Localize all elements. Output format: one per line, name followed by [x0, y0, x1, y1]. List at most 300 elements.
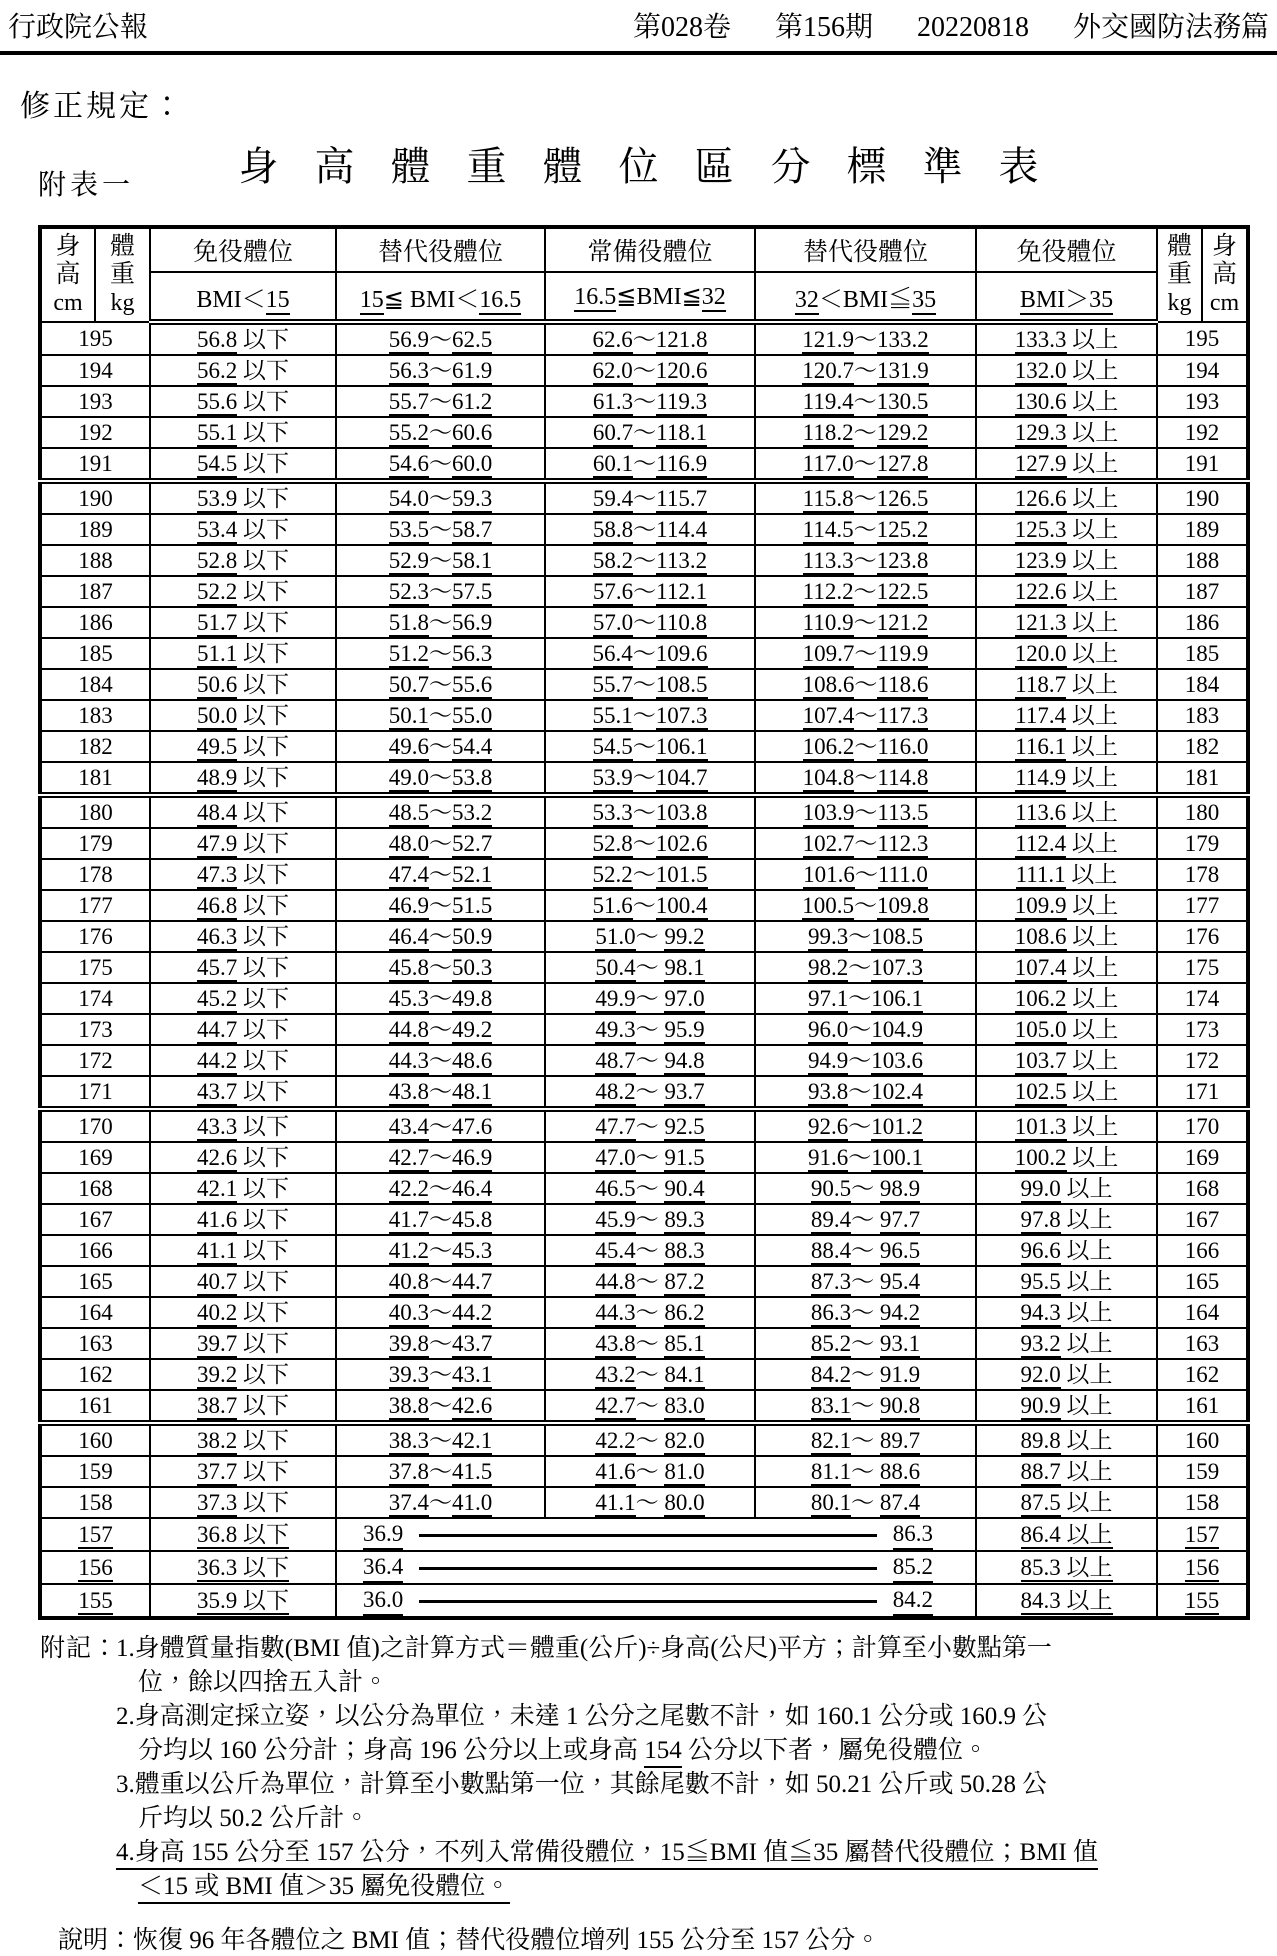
table-row [40, 828, 1248, 859]
value-cell: 81.1～ 88.6 [755, 1456, 976, 1487]
height-cell: 191 [1157, 448, 1248, 481]
height-cell: 158 [40, 1487, 150, 1518]
height-cell: 192 [1157, 417, 1248, 448]
value-cell: 82.1～ 89.7 [755, 1423, 976, 1456]
remark-line: 說明：恢復 96 年各體位之 BMI 值；替代役體位增列 155 公分至 157 公分。 [58, 1927, 881, 1954]
value-cell: 36.3 以下 [150, 1551, 336, 1584]
value-cell: 44.7 以下 [150, 1014, 336, 1045]
value-cell: 94.3 以上 [976, 1297, 1157, 1328]
height-cell: 192 [40, 417, 150, 448]
value-cell: 106.2～116.0 [755, 731, 976, 762]
corner-header-left-0: 身 高 cm [40, 227, 95, 322]
value-cell: 54.0～59.3 [336, 481, 545, 514]
height-cell: 165 [40, 1266, 150, 1297]
appendix-label: 附表一 [38, 170, 135, 201]
height-cell: 159 [40, 1456, 150, 1487]
value-cell: 41.2～45.3 [336, 1235, 545, 1266]
category-header-2: 常備役體位 [545, 227, 755, 272]
height-cell: 157 [1157, 1518, 1248, 1551]
value-cell: 59.4～115.7 [545, 481, 755, 514]
value-cell: 88.4～ 96.5 [755, 1235, 976, 1266]
value-cell: 50.7～55.6 [336, 669, 545, 700]
height-cell: 161 [40, 1390, 150, 1423]
table-row [40, 448, 1248, 481]
merged-range-cell: 36.9 86.3 [336, 1518, 976, 1551]
value-cell: 103.9～113.5 [755, 795, 976, 828]
height-cell: 160 [40, 1423, 150, 1456]
value-cell: 120.7～131.9 [755, 355, 976, 386]
table-row [40, 1328, 1248, 1359]
table-row [40, 731, 1248, 762]
value-cell: 48.4 以下 [150, 795, 336, 828]
value-cell: 38.8～42.6 [336, 1390, 545, 1423]
height-cell: 173 [40, 1014, 150, 1045]
value-cell: 117.4 以上 [976, 700, 1157, 731]
value-cell: 49.0～53.8 [336, 762, 545, 795]
value-cell: 45.4～ 88.3 [545, 1235, 755, 1266]
value-cell: 46.5～ 90.4 [545, 1173, 755, 1204]
page-header [0, 0, 1277, 46]
height-cell: 172 [40, 1045, 150, 1076]
value-cell: 57.0～110.8 [545, 607, 755, 638]
value-cell: 43.3 以下 [150, 1109, 336, 1142]
value-cell: 51.7 以下 [150, 607, 336, 638]
height-cell: 185 [1157, 638, 1248, 669]
value-cell: 43.8～ 85.1 [545, 1328, 755, 1359]
height-cell: 164 [1157, 1297, 1248, 1328]
value-cell: 94.9～103.6 [755, 1045, 976, 1076]
range-line [419, 1600, 877, 1603]
value-cell: 43.7 以下 [150, 1076, 336, 1109]
value-cell: 52.3～57.5 [336, 576, 545, 607]
value-cell: 48.0～52.7 [336, 828, 545, 859]
bmi-header-2: 16.5≦BMI≦32 [545, 272, 755, 322]
value-cell: 109.9 以上 [976, 890, 1157, 921]
value-cell: 53.3～103.8 [545, 795, 755, 828]
value-cell: 112.4 以上 [976, 828, 1157, 859]
value-cell: 102.5 以上 [976, 1076, 1157, 1109]
table-row [40, 1390, 1248, 1423]
table-row [40, 795, 1248, 828]
value-cell: 56.4～109.6 [545, 638, 755, 669]
table-row [40, 322, 1248, 355]
value-cell: 116.1 以上 [976, 731, 1157, 762]
value-cell: 46.8 以下 [150, 890, 336, 921]
height-cell: 180 [1157, 795, 1248, 828]
table-row [40, 1014, 1248, 1045]
value-cell: 84.2～ 91.9 [755, 1359, 976, 1390]
value-cell: 45.3～49.8 [336, 983, 545, 1014]
value-cell: 40.2 以下 [150, 1297, 336, 1328]
value-cell: 117.0～127.8 [755, 448, 976, 481]
value-cell: 101.6～111.0 [755, 859, 976, 890]
value-cell: 98.2～107.3 [755, 952, 976, 983]
value-cell: 51.0～ 99.2 [545, 921, 755, 952]
height-cell: 178 [40, 859, 150, 890]
category-header-4: 免役體位 [976, 227, 1157, 272]
value-cell: 125.3 以上 [976, 514, 1157, 545]
table-row-merged [40, 1551, 1248, 1584]
value-cell: 56.3～61.9 [336, 355, 545, 386]
height-cell: 184 [40, 669, 150, 700]
height-cell: 183 [1157, 700, 1248, 731]
height-cell: 181 [1157, 762, 1248, 795]
value-cell: 42.7～46.9 [336, 1142, 545, 1173]
value-cell: 100.5～109.8 [755, 890, 976, 921]
height-cell: 195 [40, 322, 150, 355]
value-cell: 37.8～41.5 [336, 1456, 545, 1487]
bmi-header-0: BMI＜15 [150, 272, 336, 322]
value-cell: 85.3 以上 [976, 1551, 1157, 1584]
value-cell: 132.0 以上 [976, 355, 1157, 386]
value-cell: 55.2～60.6 [336, 417, 545, 448]
height-cell: 170 [40, 1109, 150, 1142]
height-cell: 174 [40, 983, 150, 1014]
value-cell: 41.1～ 80.0 [545, 1487, 755, 1518]
value-cell: 101.3 以上 [976, 1109, 1157, 1142]
corner-header-left-1: 體 重 kg [95, 227, 150, 322]
category-header-1: 替代役體位 [336, 227, 545, 272]
height-cell: 193 [1157, 386, 1248, 417]
height-cell: 184 [1157, 669, 1248, 700]
value-cell: 119.4～130.5 [755, 386, 976, 417]
value-cell: 47.0～ 91.5 [545, 1142, 755, 1173]
value-cell: 42.7～ 83.0 [545, 1390, 755, 1423]
height-cell: 182 [1157, 731, 1248, 762]
header-rule [0, 51, 1277, 55]
value-cell: 108.6～118.6 [755, 669, 976, 700]
value-cell: 44.2 以下 [150, 1045, 336, 1076]
height-cell: 159 [1157, 1456, 1248, 1487]
value-cell: 121.9～133.2 [755, 322, 976, 355]
value-cell: 55.1～107.3 [545, 700, 755, 731]
issue-label: 第156期 [774, 12, 873, 43]
table-title: 身高體重體位區分標準表 [238, 144, 1075, 189]
height-cell: 155 [1157, 1584, 1248, 1618]
value-cell: 118.7 以上 [976, 669, 1157, 700]
value-cell: 43.4～47.6 [336, 1109, 545, 1142]
value-cell: 56.2 以下 [150, 355, 336, 386]
value-cell: 127.9 以上 [976, 448, 1157, 481]
table-row [40, 1142, 1248, 1173]
value-cell: 56.8 以下 [150, 322, 336, 355]
value-cell: 87.3～ 95.4 [755, 1266, 976, 1297]
value-cell: 90.5～ 98.9 [755, 1173, 976, 1204]
notes-list [40, 1632, 1250, 1904]
height-cell: 160 [1157, 1423, 1248, 1456]
value-cell: 46.4～50.9 [336, 921, 545, 952]
height-cell: 167 [40, 1204, 150, 1235]
value-cell: 89.8 以上 [976, 1423, 1157, 1456]
value-cell: 95.5 以上 [976, 1266, 1157, 1297]
table-row [40, 1456, 1248, 1487]
table-row [40, 1204, 1248, 1235]
value-cell: 52.9～58.1 [336, 545, 545, 576]
table-row [40, 1487, 1248, 1518]
value-cell: 130.6 以上 [976, 386, 1157, 417]
value-cell: 46.9～51.5 [336, 890, 545, 921]
value-cell: 110.9～121.2 [755, 607, 976, 638]
height-cell: 175 [1157, 952, 1248, 983]
value-cell: 54.6～60.0 [336, 448, 545, 481]
value-cell: 45.7 以下 [150, 952, 336, 983]
height-cell: 169 [1157, 1142, 1248, 1173]
height-cell: 179 [40, 828, 150, 859]
height-cell: 172 [1157, 1045, 1248, 1076]
value-cell: 41.7～45.8 [336, 1204, 545, 1235]
value-cell: 96.6 以上 [976, 1235, 1157, 1266]
header-bmi-row [40, 272, 1248, 322]
height-cell: 194 [40, 355, 150, 386]
value-cell: 111.1 以上 [976, 859, 1157, 890]
value-cell: 38.3～42.1 [336, 1423, 545, 1456]
value-cell: 108.6 以上 [976, 921, 1157, 952]
height-cell: 156 [1157, 1551, 1248, 1584]
table-row [40, 1076, 1248, 1109]
table-row [40, 386, 1248, 417]
value-cell: 100.2 以上 [976, 1142, 1157, 1173]
height-cell: 176 [40, 921, 150, 952]
value-cell: 40.8～44.7 [336, 1266, 545, 1297]
value-cell: 38.7 以下 [150, 1390, 336, 1423]
value-cell: 60.7～118.1 [545, 417, 755, 448]
value-cell: 58.8～114.4 [545, 514, 755, 545]
table-row [40, 514, 1248, 545]
value-cell: 53.9～104.7 [545, 762, 755, 795]
bmi-header-4: BMI＞35 [976, 272, 1157, 322]
category-header-3: 替代役體位 [755, 227, 976, 272]
value-cell: 102.7～112.3 [755, 828, 976, 859]
height-cell: 166 [40, 1235, 150, 1266]
height-cell: 168 [1157, 1173, 1248, 1204]
height-cell: 162 [1157, 1359, 1248, 1390]
table-row [40, 481, 1248, 514]
value-cell: 122.6 以上 [976, 576, 1157, 607]
value-cell: 84.3 以上 [976, 1584, 1157, 1618]
height-cell: 189 [40, 514, 150, 545]
table-row [40, 607, 1248, 638]
value-cell: 80.1～ 87.4 [755, 1487, 976, 1518]
height-cell: 177 [1157, 890, 1248, 921]
value-cell: 49.5 以下 [150, 731, 336, 762]
height-cell: 162 [40, 1359, 150, 1390]
table-row [40, 1235, 1248, 1266]
value-cell: 86.4 以上 [976, 1518, 1157, 1551]
value-cell: 49.6～54.4 [336, 731, 545, 762]
title-row [0, 135, 1277, 205]
height-cell: 163 [40, 1328, 150, 1359]
merged-range-cell: 36.4 85.2 [336, 1551, 976, 1584]
value-cell: 49.3～ 95.9 [545, 1014, 755, 1045]
gazette-title: 行政院公報 [8, 12, 149, 43]
value-cell: 41.6～ 81.0 [545, 1456, 755, 1487]
value-cell: 85.2～ 93.1 [755, 1328, 976, 1359]
value-cell: 50.0 以下 [150, 700, 336, 731]
range-line [419, 1567, 877, 1570]
height-cell: 175 [40, 952, 150, 983]
height-cell: 155 [40, 1584, 150, 1618]
value-cell: 62.6～121.8 [545, 322, 755, 355]
value-cell: 103.7 以上 [976, 1045, 1157, 1076]
value-cell: 86.3～ 94.2 [755, 1297, 976, 1328]
value-cell: 51.6～100.4 [545, 890, 755, 921]
table-row [40, 417, 1248, 448]
value-cell: 39.8～43.7 [336, 1328, 545, 1359]
value-cell: 107.4～117.3 [755, 700, 976, 731]
merged-range-cell: 36.0 84.2 [336, 1584, 976, 1618]
table-row [40, 638, 1248, 669]
table-header [40, 227, 1248, 322]
value-cell: 53.9 以下 [150, 481, 336, 514]
value-cell: 43.2～ 84.1 [545, 1359, 755, 1390]
value-cell: 114.9 以上 [976, 762, 1157, 795]
value-cell: 54.5～106.1 [545, 731, 755, 762]
date-label: 20220818 [916, 12, 1029, 43]
value-cell: 42.1 以下 [150, 1173, 336, 1204]
value-cell: 123.9 以上 [976, 545, 1157, 576]
value-cell: 39.2 以下 [150, 1359, 336, 1390]
value-cell: 55.7～108.5 [545, 669, 755, 700]
note-item-3: 3.體重以公斤為單位，計算至小數點第一位，其餘尾數不計，如 50.21 公斤或 50.28 公 斤均以 50.2 公斤計。 [116, 1771, 1048, 1832]
range-line [419, 1534, 877, 1537]
height-cell: 170 [1157, 1109, 1248, 1142]
table-body [40, 322, 1248, 1618]
value-cell: 115.8～126.5 [755, 481, 976, 514]
height-cell: 190 [40, 481, 150, 514]
value-cell: 105.0 以上 [976, 1014, 1157, 1045]
value-cell: 90.9 以上 [976, 1390, 1157, 1423]
height-cell: 167 [1157, 1204, 1248, 1235]
value-cell: 50.4～ 98.1 [545, 952, 755, 983]
value-cell: 133.3 以上 [976, 322, 1157, 355]
value-cell: 83.1～ 90.8 [755, 1390, 976, 1423]
category-header-0: 免役體位 [150, 227, 336, 272]
table-row [40, 1359, 1248, 1390]
amendment-heading: 修正規定： [20, 90, 185, 123]
height-cell: 165 [1157, 1266, 1248, 1297]
value-cell: 50.1～55.0 [336, 700, 545, 731]
value-cell: 45.9～ 89.3 [545, 1204, 755, 1235]
value-cell: 97.1～106.1 [755, 983, 976, 1014]
value-cell: 47.4～52.1 [336, 859, 545, 890]
table-row [40, 355, 1248, 386]
value-cell: 104.8～114.8 [755, 762, 976, 795]
height-cell: 158 [1157, 1487, 1248, 1518]
value-cell: 58.2～113.2 [545, 545, 755, 576]
page-header-meta [633, 10, 1269, 46]
value-cell: 42.2～ 82.0 [545, 1423, 755, 1456]
value-cell: 129.3 以上 [976, 417, 1157, 448]
value-cell: 44.3～48.6 [336, 1045, 545, 1076]
value-cell: 55.1 以下 [150, 417, 336, 448]
value-cell: 120.0 以上 [976, 638, 1157, 669]
height-cell: 187 [40, 576, 150, 607]
height-cell: 193 [40, 386, 150, 417]
height-cell: 176 [1157, 921, 1248, 952]
height-cell: 166 [1157, 1235, 1248, 1266]
value-cell: 55.6 以下 [150, 386, 336, 417]
value-cell: 41.1 以下 [150, 1235, 336, 1266]
height-cell: 188 [40, 545, 150, 576]
value-cell: 51.2～56.3 [336, 638, 545, 669]
value-cell: 43.8～48.1 [336, 1076, 545, 1109]
height-cell: 156 [40, 1551, 150, 1584]
table-row [40, 952, 1248, 983]
height-cell: 187 [1157, 576, 1248, 607]
bmi-header-3: 32＜BMI≦35 [755, 272, 976, 322]
header-category-row [40, 227, 1248, 272]
table-row [40, 1266, 1248, 1297]
value-cell: 47.3 以下 [150, 859, 336, 890]
notes-label: 附記： [40, 1635, 119, 1662]
value-cell: 57.6～112.1 [545, 576, 755, 607]
height-cell: 179 [1157, 828, 1248, 859]
value-cell: 121.3 以上 [976, 607, 1157, 638]
corner-header-right-1: 身 高 cm [1202, 227, 1248, 322]
table-row [40, 1297, 1248, 1328]
value-cell: 48.5～53.2 [336, 795, 545, 828]
value-cell: 89.4～ 97.7 [755, 1204, 976, 1235]
table-row-merged [40, 1584, 1248, 1618]
standards-table [38, 225, 1250, 1620]
height-cell: 174 [1157, 983, 1248, 1014]
value-cell: 97.8 以上 [976, 1204, 1157, 1235]
table-row [40, 1045, 1248, 1076]
value-cell: 106.2 以上 [976, 983, 1157, 1014]
table-row [40, 576, 1248, 607]
value-cell: 93.8～102.4 [755, 1076, 976, 1109]
value-cell: 92.6～101.2 [755, 1109, 976, 1142]
value-cell: 48.2～ 93.7 [545, 1076, 755, 1109]
table-row [40, 921, 1248, 952]
value-cell: 48.7～ 94.8 [545, 1045, 755, 1076]
value-cell: 60.1～116.9 [545, 448, 755, 481]
height-cell: 168 [40, 1173, 150, 1204]
value-cell: 44.8～ 87.2 [545, 1266, 755, 1297]
table-row [40, 700, 1248, 731]
table-row [40, 762, 1248, 795]
value-cell: 41.6 以下 [150, 1204, 336, 1235]
value-cell: 51.8～56.9 [336, 607, 545, 638]
notes-section [40, 1632, 1250, 1904]
value-cell: 44.8～49.2 [336, 1014, 545, 1045]
height-cell: 181 [40, 762, 150, 795]
height-cell: 169 [40, 1142, 150, 1173]
value-cell: 49.9～ 97.0 [545, 983, 755, 1014]
value-cell: 109.7～119.9 [755, 638, 976, 669]
height-cell: 171 [1157, 1076, 1248, 1109]
value-cell: 53.5～58.7 [336, 514, 545, 545]
value-cell: 62.0～120.6 [545, 355, 755, 386]
height-cell: 178 [1157, 859, 1248, 890]
value-cell: 52.2 以下 [150, 576, 336, 607]
height-cell: 161 [1157, 1390, 1248, 1423]
table-row-merged [40, 1518, 1248, 1551]
value-cell: 37.3 以下 [150, 1487, 336, 1518]
height-cell: 183 [40, 700, 150, 731]
value-cell: 47.9 以下 [150, 828, 336, 859]
table-row [40, 545, 1248, 576]
value-cell: 107.4 以上 [976, 952, 1157, 983]
section-label: 外交國防法務篇 [1072, 12, 1269, 43]
bmi-header-1: 15≦ BMI＜16.5 [336, 272, 545, 322]
height-cell: 195 [1157, 322, 1248, 355]
volume-label: 第028卷 [632, 12, 731, 43]
value-cell: 37.4～41.0 [336, 1487, 545, 1518]
height-cell: 186 [1157, 607, 1248, 638]
height-cell: 182 [40, 731, 150, 762]
value-cell: 113.3～123.8 [755, 545, 976, 576]
